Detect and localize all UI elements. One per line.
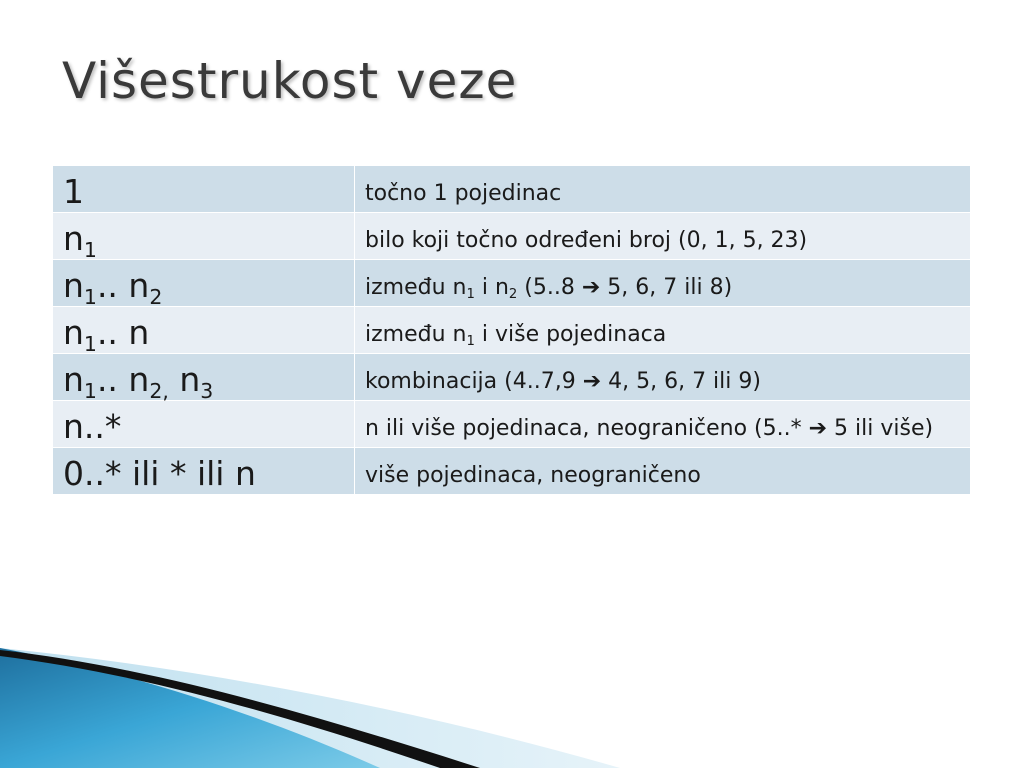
multiplicity-description-cell	[355, 401, 971, 448]
subscript-text: 1	[83, 285, 97, 310]
subscript-text: 2	[508, 286, 518, 302]
table-row	[53, 401, 971, 448]
multiplicity-notation-cell	[53, 213, 355, 263]
cell-text: n	[63, 360, 84, 399]
multiplicity-notation-cell	[53, 307, 355, 357]
table-row	[53, 307, 971, 354]
multiplicity-description-cell	[355, 448, 971, 495]
multiplicity-notation-cell	[53, 166, 355, 213]
subscript-text: 1	[466, 333, 475, 349]
multiplicity-description-cell	[355, 354, 971, 401]
multiplicity-description-cell	[355, 260, 971, 307]
subscript-text: 1	[83, 238, 97, 263]
cell-text: 1	[63, 172, 84, 211]
multiplicity-description-cell	[355, 307, 971, 354]
cell-text: n ili više pojedinaca, neograničeno (5..* ➔ 5 ili više)	[365, 416, 934, 441]
table-row	[53, 448, 971, 495]
subscript-text: 1	[83, 332, 97, 357]
table-row	[53, 354, 971, 401]
cell-text: n	[63, 313, 84, 352]
multiplicity-description-cell	[355, 166, 971, 213]
multiplicity-notation-cell	[53, 354, 355, 404]
cell-text: i više pojedinaca	[474, 322, 667, 347]
cell-text: između n	[365, 322, 467, 347]
cell-text: n..*	[63, 407, 122, 446]
cell-text: n	[63, 219, 84, 258]
cell-text: (5..8 ➔ 5, 6, 7 ili 8)	[517, 275, 733, 300]
cell-text: točno 1 pojedinac	[365, 181, 562, 206]
cell-text: više pojedinaca, neograničeno	[365, 463, 701, 488]
table-row	[53, 260, 971, 307]
cell-text: između n	[365, 275, 467, 300]
multiplicity-table	[52, 165, 971, 495]
cell-text: i n	[474, 275, 509, 300]
subscript-text: 1	[466, 286, 475, 302]
cell-text: n	[63, 266, 84, 305]
subscript-text: 2,	[149, 379, 169, 404]
slide-title: Višestrukost veze	[62, 52, 518, 110]
multiplicity-notation-cell	[53, 448, 355, 495]
cell-text: .. n	[96, 266, 150, 305]
table-row	[53, 213, 971, 260]
multiplicity-notation-cell	[53, 260, 355, 310]
cell-text: .. n	[96, 313, 150, 352]
multiplicity-description-cell	[355, 213, 971, 260]
table-row	[53, 166, 971, 213]
subscript-text: 1	[83, 379, 97, 404]
decorative-wave	[0, 600, 1024, 768]
cell-text: .. n	[96, 360, 150, 399]
multiplicity-notation-cell	[53, 401, 355, 448]
cell-text: n	[168, 360, 201, 399]
cell-text: kombinacija (4..7,9 ➔ 4, 5, 6, 7 ili 9)	[365, 369, 761, 394]
cell-text: 0..* ili * ili n	[63, 454, 256, 493]
subscript-text: 2	[149, 285, 163, 310]
subscript-text: 3	[200, 379, 214, 404]
table-body	[53, 166, 971, 495]
cell-text: bilo koji točno određeni broj (0, 1, 5, 23)	[365, 228, 808, 253]
